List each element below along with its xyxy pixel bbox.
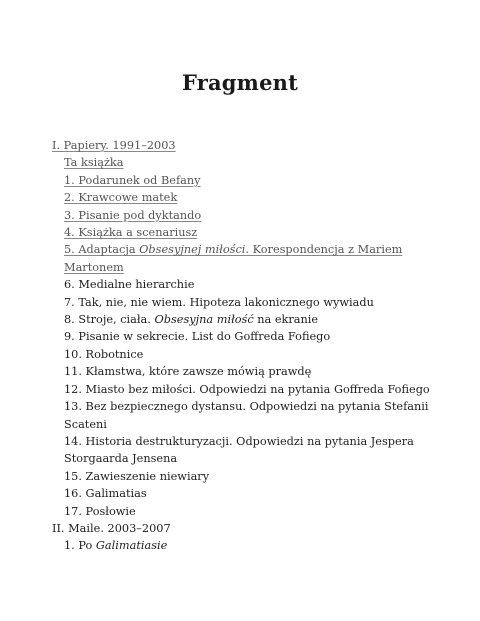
toc-item-17: 17. Posłowie xyxy=(64,504,136,518)
toc-item-16: 16. Galimatias xyxy=(64,487,147,501)
toc-item-1[interactable]: 1. Podarunek od Befany xyxy=(64,173,201,187)
toc-item-8 xyxy=(52,311,432,328)
page-title: Fragment xyxy=(181,70,299,95)
toc-item-10: 10. Robotnice xyxy=(64,347,144,361)
toc-item-9: 9. Pisanie w sekrecie. List do Goffreda Fofiego xyxy=(64,330,331,344)
toc-item-7: 7. Tak, nie, nie wiem. Hipoteza lakonicznego wywiadu xyxy=(64,295,374,309)
toc-item-ta-ksiazka[interactable]: Ta książka xyxy=(64,156,124,170)
toc-item-8-title: Obsesyjna miłość xyxy=(154,313,254,327)
toc-part-2: II. Maile. 2003–2007 xyxy=(52,521,171,535)
toc-item-5[interactable] xyxy=(52,241,432,276)
toc-item-12: 12. Miasto bez miłości. Odpowiedzi na pytania Goffreda Fofiego xyxy=(64,382,430,396)
toc-part-2-item-1-pre: 1. Po xyxy=(64,539,96,553)
toc-part-1-link[interactable]: I. Papiery. 1991–2003 xyxy=(52,139,176,152)
toc-item-14: 14. Historia destrukturyzacji. Odpowiedzi na pytania Jespera Storgaarda Jensena xyxy=(64,434,414,466)
table-of-contents xyxy=(52,137,432,555)
toc-item-6: 6. Medialne hierarchie xyxy=(64,278,195,292)
toc-part-2-item-1 xyxy=(52,537,432,554)
toc-item-8-post: na ekranie xyxy=(253,313,319,327)
toc-item-5-post: . Korespondencja z Mariem Martonem xyxy=(64,243,403,274)
toc-item-2[interactable]: 2. Krawcowe matek xyxy=(64,191,178,205)
toc-item-4[interactable]: 4. Książka a scenariusz xyxy=(64,226,198,240)
toc-item-13: 13. Bez bezpiecznego dystansu. Odpowiedzi na pytania Stefanii Scateni xyxy=(64,400,429,431)
toc-item-5-title: Obsesyjnej miłości xyxy=(139,243,246,257)
toc-item-3[interactable]: 3. Pisanie pod dyktando xyxy=(64,208,202,222)
toc-part-2-item-1-title: Galimatiasie xyxy=(95,539,168,553)
toc-item-8-pre: 8. Stroje, ciała. xyxy=(64,313,155,327)
toc-item-11: 11. Kłamstwa, które zawsze mówią prawdę xyxy=(64,365,312,379)
toc-item-5-pre: 5. Adaptacja xyxy=(64,243,140,257)
toc-item-15: 15. Zawieszenie niewiary xyxy=(64,469,210,483)
